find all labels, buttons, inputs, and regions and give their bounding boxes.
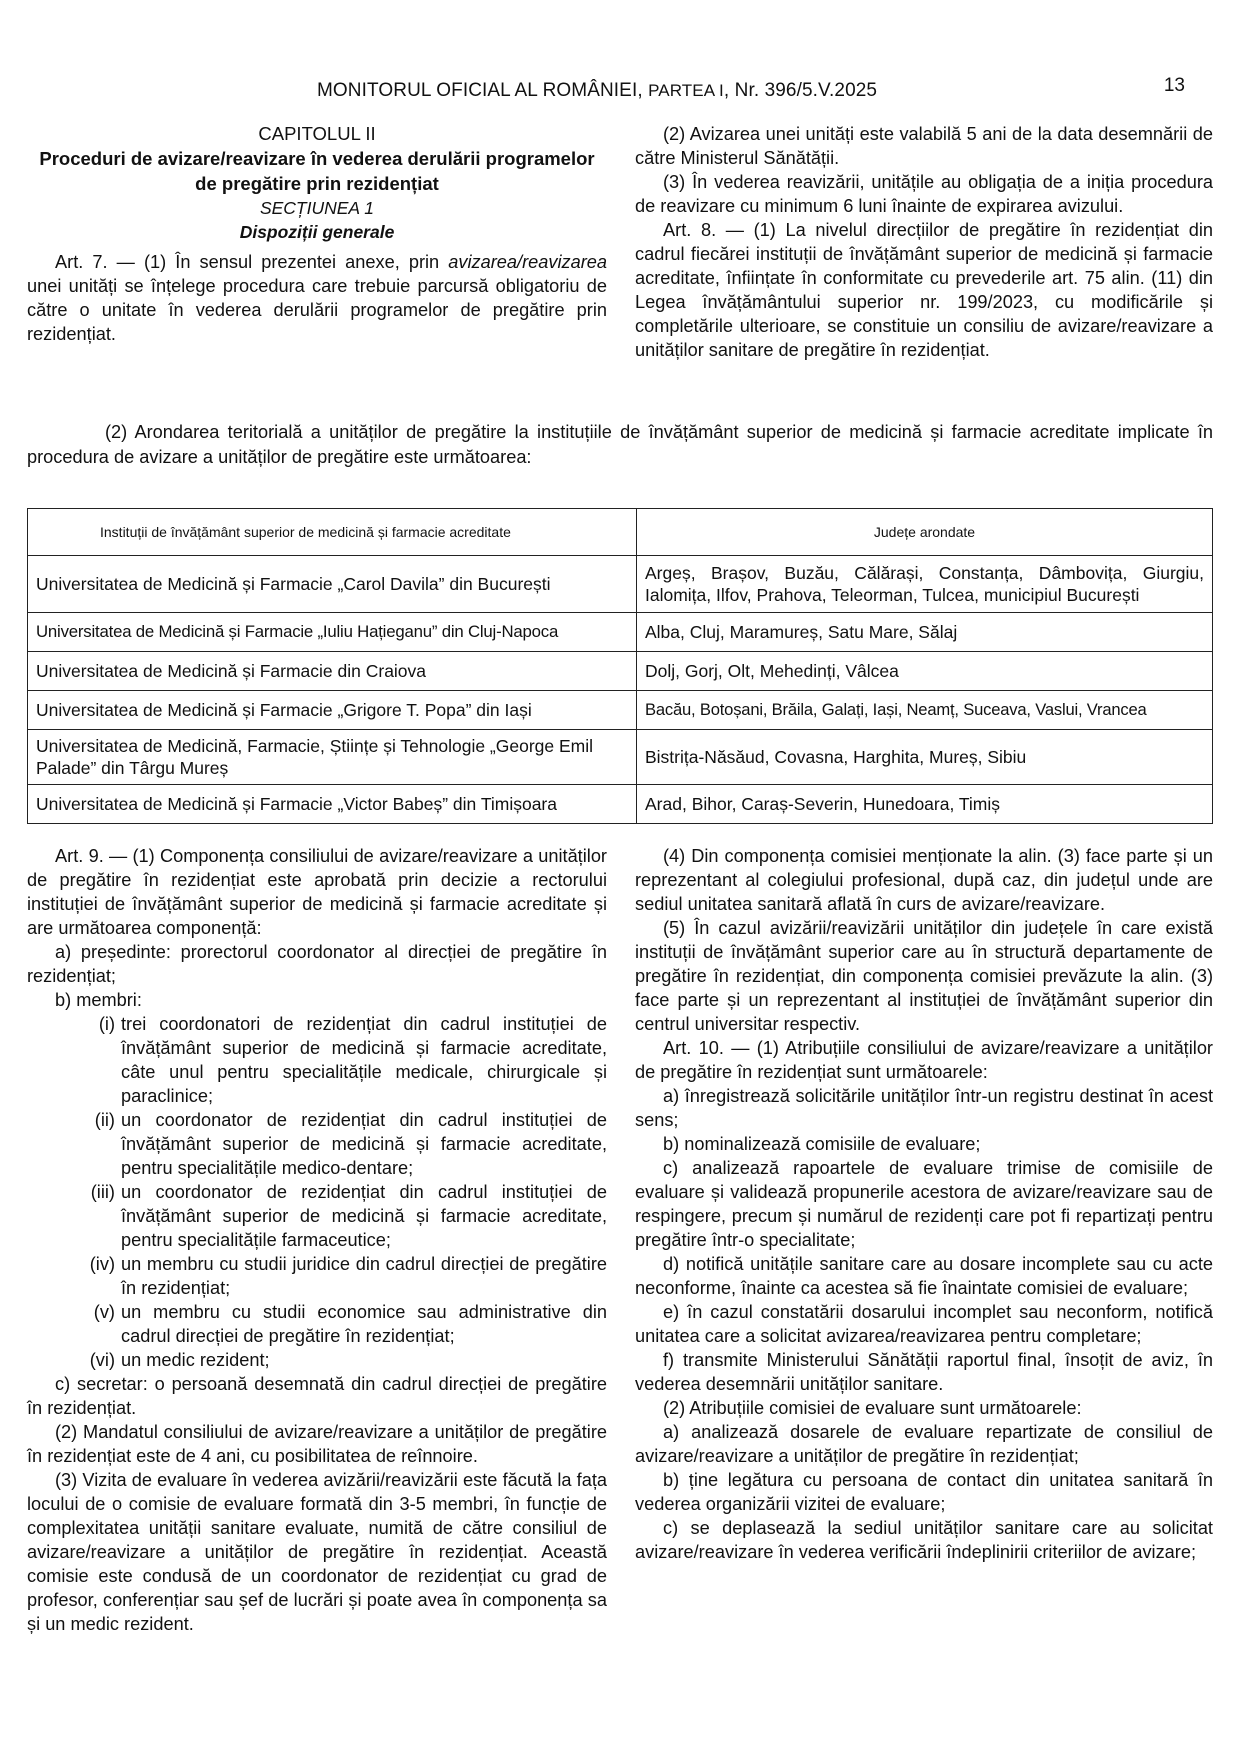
member-label: (ii) — [94, 1110, 115, 1130]
chapter-label: CAPITOLUL II — [258, 123, 376, 144]
art9-item-a: a) președinte: prorectorul coordonator al direcției de pregătire în rezidențiat; — [27, 942, 607, 986]
counties-cell: Arad, Bihor, Caraș-Severin, Hunedoara, Timiș — [637, 785, 1213, 824]
member-label: (vi) — [89, 1350, 115, 1370]
chapter-title: Proceduri de avizare/reavizare în vederea derulării programelor de pregătire prin rezidențiat — [39, 148, 595, 194]
institution-cell: Universitatea de Medicină și Farmacie „Carol Davila” din București — [28, 556, 637, 613]
counties-cell: Bacău, Botoșani, Brăila, Galați, Iași, Neamț, Suceava, Vaslui, Vrancea — [637, 691, 1213, 730]
art9-paragraph-4: (4) Din componența comisiei menționate la alin. (3) face parte și un reprezentant al colegiului profesional, după caz, din județul unde are sediul unitatea sanitară aflată în curs de avizare/reavizare. — [635, 846, 1213, 914]
table-header-counties: Județe arondate — [637, 509, 1213, 556]
member-item — [27, 1012, 607, 1108]
art10-paragraph-1: Art. 10. — (1) Atribuțiile consiliului de avizare/reavizare a unităților de pregătire în rezidențiat sunt următoarele: — [635, 1038, 1213, 1082]
member-text: un coordonator de rezidențiat din cadrul instituției de învățământ superior de medicină și farmacie acreditate, pentru specialitățile farmaceutice; — [121, 1182, 607, 1250]
institution-cell: Universitatea de Medicină și Farmacie „Iuliu Hațieganu” din Cluj-Napoca — [28, 613, 637, 652]
member-text: un membru cu studii economice sau administrative din cadrul direcției de pregătire în rezidențiat; — [121, 1302, 607, 1346]
member-item — [27, 1300, 607, 1348]
art7-lead: Art. 7. — (1) În sensul prezentei anexe, prin — [55, 252, 449, 272]
journal-title — [317, 80, 877, 102]
table-row — [28, 613, 1213, 652]
art10-eval-item: b) ține legătura cu persoana de contact din unitatea sanitară în vederea organizării vizitei de evaluare; — [635, 1470, 1213, 1514]
art10-item: e) în cazul constatării dosarului incomplet sau neconform, notifică unitatea care a solicitat avizarea/reavizarea pentru completare; — [635, 1302, 1213, 1346]
art7-term: avizarea/reavizarea — [448, 252, 607, 272]
art9-paragraph-2: (2) Mandatul consiliului de avizare/reavizare a unităților de pregătire în rezidențiat este de 4 ani, cu posibilitatea de reînnoire. — [27, 1422, 607, 1466]
table-row — [28, 556, 1213, 613]
table-row — [28, 652, 1213, 691]
bottom-left-column — [27, 844, 607, 1636]
journal-part: PARTEA I — [648, 81, 724, 100]
member-label: (v) — [93, 1302, 115, 1322]
art10-eval-item: a) analizează dosarele de evaluare repartizate de consiliul de avizare/reavizare a unităților de pregătire în rezidențiat; — [635, 1422, 1213, 1466]
member-text: trei coordonatori de rezidențiat din cadrul instituției de învățământ superior de medicină și farmacie acreditate, câte unul pentru specialitățile medicale, chirurgicale și paraclinice; — [121, 1014, 607, 1106]
table-row — [28, 691, 1213, 730]
member-item — [27, 1108, 607, 1180]
member-label: (iii) — [90, 1182, 115, 1202]
table-row — [28, 730, 1213, 785]
art7-rest: unei unități se înțelege procedura care trebuie parcursă obligatoriu de către o unitate în vederea derulării programelor de pregătire prin rezidențiat. — [27, 276, 607, 344]
table-header-institutions: Instituții de învățământ superior de medicină și farmacie acreditate — [28, 509, 637, 556]
art8-paragraph-2-block — [27, 420, 1213, 470]
journal-title-main: MONITORUL OFICIAL AL ROMÂNIEI, — [317, 80, 649, 101]
member-label: (i) — [98, 1014, 115, 1034]
counties-cell: Dolj, Gorj, Olt, Mehedinți, Vâlcea — [637, 652, 1213, 691]
institution-cell: Universitatea de Medicină și Farmacie „Victor Babeș” din Timișoara — [28, 785, 637, 824]
art10-item: f) transmite Ministerului Sănătății raportul final, însoțit de aviz, în vederea desemnării unităților sanitare. — [635, 1350, 1213, 1394]
art9-paragraph-1: Art. 9. — (1) Componența consiliului de avizare/reavizare a unităților de pregătire în rezidențiat este aprobată prin decizie a rectorului instituției de învățământ superior de medicină și farmacie acreditate și are următoarea componență: — [27, 846, 607, 938]
art7-paragraph-1 — [27, 250, 607, 346]
page-number: 13 — [1163, 75, 1185, 96]
art9-item-c: c) secretar: o persoană desemnată din cadrul direcției de pregătire în rezidențiat. — [27, 1374, 607, 1418]
institution-cell: Universitatea de Medicină și Farmacie „Grigore T. Popa” din Iași — [28, 691, 637, 730]
counties-cell: Argeș, Brașov, Buzău, Călărași, Constanța, Dâmbovița, Giurgiu, Ialomița, Ilfov, Prahova, Teleorman, Tulcea, municipiul București — [637, 556, 1213, 613]
art9-paragraph-3: (3) Vizita de evaluare în vederea avizării/reavizării este făcută la fața locului de o comisie de evaluare formată din 3-5 membri, în funcție de complexitatea unității sanitare evaluate, numită de către consiliul de avizare/reavizare a unităților de pregătire în rezidențiat. Această comisie este condusă de un coordonator de rezidențiat cu grad de profesor, conferențiar sau șef de lucrări și poate avea în componența sa și un medic rezident. — [27, 1470, 607, 1634]
art10-item: c) analizează rapoartele de evaluare trimise de comisiile de evaluare și validează propunerile acestora de avizare/reavizare sau de respingere, precum și numărul de rezidenți care pot fi repartizați pentru pregătire într-o specialitate; — [635, 1158, 1213, 1250]
institution-cell: Universitatea de Medicină și Farmacie din Craiova — [28, 652, 637, 691]
member-item — [27, 1252, 607, 1300]
bottom-right-column — [635, 844, 1213, 1564]
arondare-table — [27, 508, 1213, 824]
art7-paragraph-3: (3) În vederea reavizării, unitățile au obligația de a iniția procedura de reavizare cu minimum 6 luni înainte de expirarea avizului. — [635, 172, 1213, 216]
art10-eval-item: c) se deplasează la sediul unităților sanitare care au solicitat avizare/reavizare în vederea verificării îndeplinirii criteriilor de avizare; — [635, 1518, 1213, 1562]
art9-paragraph-5: (5) În cazul avizării/reavizării unităților din județele în care există instituții de învățământ superior care au în structură departamente de pregătire în rezidențiat, din componența comisiei prevăzute la alin. (3) face parte și un reprezentant al instituției de învățământ superior din centrul universitar respectiv. — [635, 918, 1213, 1034]
top-right-column — [635, 122, 1213, 362]
page-header — [27, 75, 1213, 104]
member-text: un coordonator de rezidențiat din cadrul instituției de învățământ superior de medicină și farmacie acreditate, pentru specialitățile medico-dentare; — [121, 1110, 607, 1178]
art10-paragraph-2: (2) Atribuțiile comisiei de evaluare sunt următoarele: — [663, 1398, 1082, 1418]
art10-item: d) notifică unitățile sanitare care au dosare incomplete sau cu acte neconforme, înainte ca acestea să fie înaintate comisiei de evaluare; — [635, 1254, 1213, 1298]
document-page — [27, 0, 1213, 1755]
art7-paragraph-2: (2) Avizarea unei unități este valabilă 5 ani de la data desemnării de către Ministerul Sănătății. — [635, 124, 1213, 168]
art10-item: b) nominalizează comisiile de evaluare; — [663, 1134, 981, 1154]
section-label: SECȚIUNEA 1 — [259, 198, 375, 218]
member-text: un membru cu studii juridice din cadrul direcției de pregătire în rezidențiat; — [121, 1254, 607, 1298]
journal-issue: , Nr. 396/5.V.2025 — [723, 80, 878, 101]
art8-paragraph-2: (2) Arondarea teritorială a unităților de pregătire la instituțiile de învățământ superior de medicină și farmacie acreditate implicate în procedura de avizare a unităților de pregătire este următoarea: — [27, 422, 1213, 467]
member-text: un medic rezident; — [121, 1350, 270, 1370]
member-item — [27, 1180, 607, 1252]
member-label: (iv) — [89, 1254, 115, 1274]
member-item — [27, 1348, 607, 1372]
counties-cell: Alba, Cluj, Maramureș, Satu Mare, Sălaj — [637, 613, 1213, 652]
table-header-row — [28, 509, 1213, 556]
art8-paragraph-1: Art. 8. — (1) La nivelul direcțiilor de pregătire în rezidențiat din cadrul fiecărei instituții de învățământ superior de medicină și farmacie acreditate, înființate în conformitate cu prevederile art. 75 alin. (11) din Legea învățământului superior nr. 199/2023, cu modificările și completările ulterioare, se constituie un consiliu de avizare/reavizare a unităților sanitare de pregătire în rezidențiat. — [635, 220, 1213, 360]
section-title: Dispoziții generale — [239, 222, 395, 242]
institution-cell: Universitatea de Medicină, Farmacie, Științe și Tehnologie „George Emil Palade” din Târgu Mureș — [28, 730, 637, 785]
art10-item: a) înregistrează solicitările unităților într-un registru destinat în acest sens; — [635, 1086, 1213, 1130]
art9-item-b: b) membri: — [55, 990, 142, 1010]
counties-cell: Bistrița-Năsăud, Covasna, Harghita, Mureș, Sibiu — [637, 730, 1213, 785]
top-left-column — [27, 122, 607, 346]
table-row — [28, 785, 1213, 824]
